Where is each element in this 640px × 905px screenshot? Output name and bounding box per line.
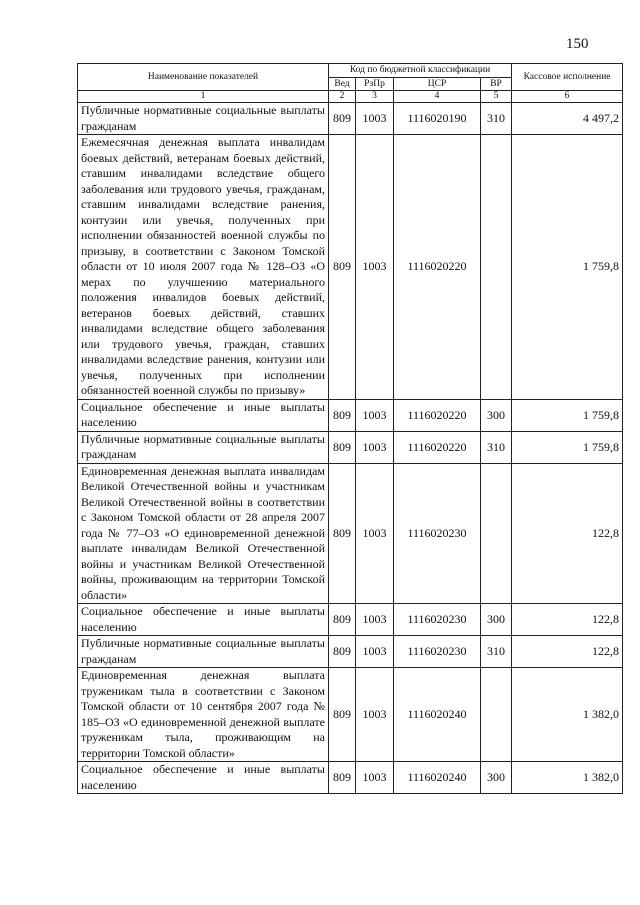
header-rzpr: РзПр — [356, 77, 394, 91]
page-number: 150 — [566, 36, 589, 52]
ved-code: 809 — [329, 463, 356, 604]
column-index: 4 — [394, 91, 481, 103]
cash-amount: 122,8 — [512, 636, 623, 668]
column-index: 2 — [329, 91, 356, 103]
rzpr-code: 1003 — [356, 135, 394, 400]
vr-code — [481, 135, 512, 400]
column-index: 1 — [78, 91, 329, 103]
indicator-name: Публичные нормативные социальные выплаты гражданам — [78, 636, 329, 668]
ved-code: 809 — [329, 636, 356, 668]
csr-code: 1116020230 — [394, 604, 481, 636]
rzpr-code: 1003 — [356, 668, 394, 762]
column-index: 3 — [356, 91, 394, 103]
ved-code: 809 — [329, 668, 356, 762]
indicator-name: Социальное обеспечение и иные выплаты населению — [78, 399, 329, 431]
ved-code: 809 — [329, 135, 356, 400]
table-row — [78, 135, 623, 400]
vr-code — [481, 463, 512, 604]
cash-amount: 1 382,0 — [512, 668, 623, 762]
vr-code — [481, 668, 512, 762]
csr-code: 1116020230 — [394, 463, 481, 604]
csr-code: 1116020190 — [394, 103, 481, 135]
ved-code: 809 — [329, 431, 356, 463]
indicator-name: Социальное обеспечение и иные выплаты населению — [78, 604, 329, 636]
cash-amount: 1 759,8 — [512, 399, 623, 431]
csr-code: 1116020220 — [394, 399, 481, 431]
rzpr-code: 1003 — [356, 399, 394, 431]
rzpr-code: 1003 — [356, 762, 394, 794]
indicator-name: Публичные нормативные социальные выплаты гражданам — [78, 431, 329, 463]
budget-execution-table — [77, 63, 623, 794]
header-ved: Вед — [329, 77, 356, 91]
rzpr-code: 1003 — [356, 431, 394, 463]
header-vr: ВР — [481, 77, 512, 91]
column-index: 6 — [512, 91, 623, 103]
cash-amount: 1 382,0 — [512, 762, 623, 794]
csr-code: 1116020240 — [394, 668, 481, 762]
table-row — [78, 668, 623, 762]
cash-amount: 1 759,8 — [512, 431, 623, 463]
vr-code: 310 — [481, 431, 512, 463]
indicator-name: Единовременная денежная выплата труженикам тыла в соответствии с Законом Томской области от 10 сентября 2007 года № 185–ОЗ «О единовременной денежной выплате труженикам тыла, проживающим на территории Томской области» — [78, 668, 329, 762]
cash-amount: 1 759,8 — [512, 135, 623, 400]
vr-code: 310 — [481, 636, 512, 668]
csr-code: 1116020220 — [394, 135, 481, 400]
table-row — [78, 463, 623, 604]
header-cash: Кассовое исполнение — [512, 64, 623, 91]
vr-code: 310 — [481, 103, 512, 135]
csr-code: 1116020230 — [394, 636, 481, 668]
vr-code: 300 — [481, 604, 512, 636]
vr-code: 300 — [481, 762, 512, 794]
table-row — [78, 762, 623, 794]
cash-amount: 122,8 — [512, 604, 623, 636]
table-row — [78, 399, 623, 431]
csr-code: 1116020240 — [394, 762, 481, 794]
table-row — [78, 431, 623, 463]
column-index-row — [78, 91, 623, 103]
header-csr: ЦСР — [394, 77, 481, 91]
header-name: Наименование показателей — [78, 64, 329, 91]
header-code-group: Код по бюджетной классификации — [329, 64, 512, 78]
table-row — [78, 604, 623, 636]
indicator-name: Единовременная денежная выплата инвалидам Великой Отечественной войны и участникам Великой Отечественной войны в соответствии с Законом Томской области от 28 апреля 2007 года № 77–ОЗ «О единовременной денежной выплате инвалидам Великой Отечественной войны и участникам Великой Отечественной войны, проживающим на территории Томской области» — [78, 463, 329, 604]
indicator-name: Социальное обеспечение и иные выплаты населению — [78, 762, 329, 794]
rzpr-code: 1003 — [356, 604, 394, 636]
column-index: 5 — [481, 91, 512, 103]
ved-code: 809 — [329, 604, 356, 636]
indicator-name: Ежемесячная денежная выплата инвалидам боевых действий, ветеранам боевых действий, ставшим инвалидами вследствие общего заболевания или трудового увечья, гражданам, ставшим инвалидами вследствие ранения, контузии или увечья, полученных при исполнении обязанностей военной службы по призыву, в соответствии с Законом Томской области от 10 июля 2007 года № 128–ОЗ «О мерах по улучшению материального положения инвалидов боевых действий, ветеранов боевых действий, ставших инвалидами вследствие общего заболевания или трудового увечья, граждан, ставших инвалидами вследствие ранения, контузии или увечья, полученных при исполнении обязанностей военной службы по призыву» — [78, 135, 329, 400]
cash-amount: 122,8 — [512, 463, 623, 604]
ved-code: 809 — [329, 399, 356, 431]
table-row — [78, 636, 623, 668]
table-row — [78, 103, 623, 135]
rzpr-code: 1003 — [356, 103, 394, 135]
vr-code: 300 — [481, 399, 512, 431]
ved-code: 809 — [329, 103, 356, 135]
rzpr-code: 1003 — [356, 463, 394, 604]
rzpr-code: 1003 — [356, 636, 394, 668]
cash-amount: 4 497,2 — [512, 103, 623, 135]
ved-code: 809 — [329, 762, 356, 794]
indicator-name: Публичные нормативные социальные выплаты гражданам — [78, 103, 329, 135]
csr-code: 1116020220 — [394, 431, 481, 463]
